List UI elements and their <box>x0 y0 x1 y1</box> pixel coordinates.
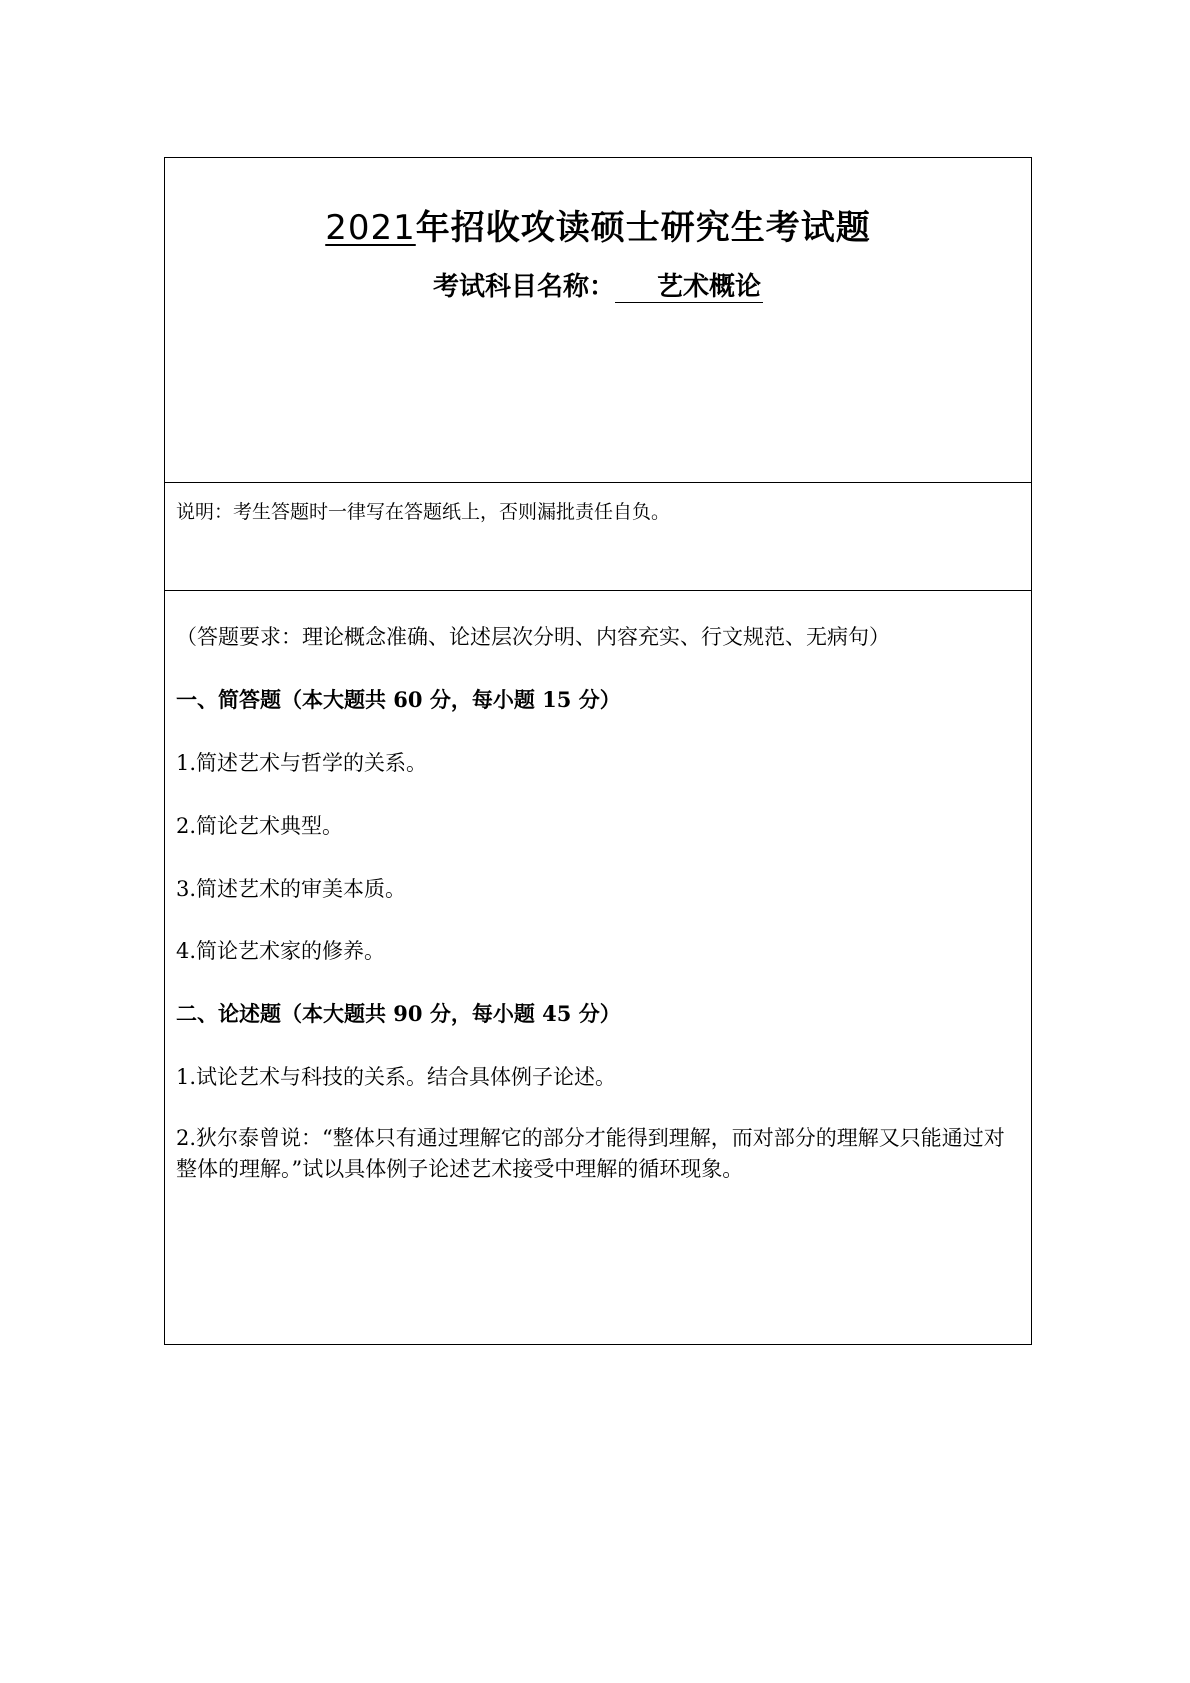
instructions-text: 说明：考生答题时一律写在答题纸上，否则漏批责任自负。 <box>176 501 671 523</box>
exam-year: 2021 <box>325 208 416 248</box>
question-item: 4.简论艺术家的修养。 <box>176 939 386 963</box>
instructions-section <box>165 483 1031 591</box>
exam-paper-frame <box>164 157 1032 1345</box>
subject-line <box>165 266 1031 303</box>
part2-heading: 二、论述题（本大题共 90 分，每小题 45 分） <box>176 1001 621 1026</box>
exam-title <box>165 200 1031 249</box>
subject-label: 考试科目名称： <box>432 272 615 302</box>
question-item: 2.简论艺术典型。 <box>176 814 344 838</box>
question-item: 1.试论艺术与科技的关系。结合具体例子论述。 <box>176 1065 617 1089</box>
subject-value: 艺术概论 <box>615 272 763 303</box>
question-item: 3.简述艺术的审美本质。 <box>176 877 407 901</box>
answer-requirements: （答题要求：理论概念准确、论述层次分明、内容充实、行文规范、无病句） <box>176 625 890 649</box>
exam-header-section <box>165 158 1031 483</box>
question-item: 2.狄尔泰曾说：“整体只有通过理解它的部分才能得到理解，而对部分的理解又只能通过对整体的理解。”试以具体例子论述艺术接受中理解的循环现象。 <box>176 1126 1005 1181</box>
questions-section <box>165 591 1031 1344</box>
question-item: 1.简述艺术与哲学的关系。 <box>176 751 428 775</box>
exam-title-text: 年招收攻读硕士研究生考试题 <box>415 208 871 248</box>
part1-heading: 一、简答题（本大题共 60 分，每小题 15 分） <box>176 687 621 712</box>
